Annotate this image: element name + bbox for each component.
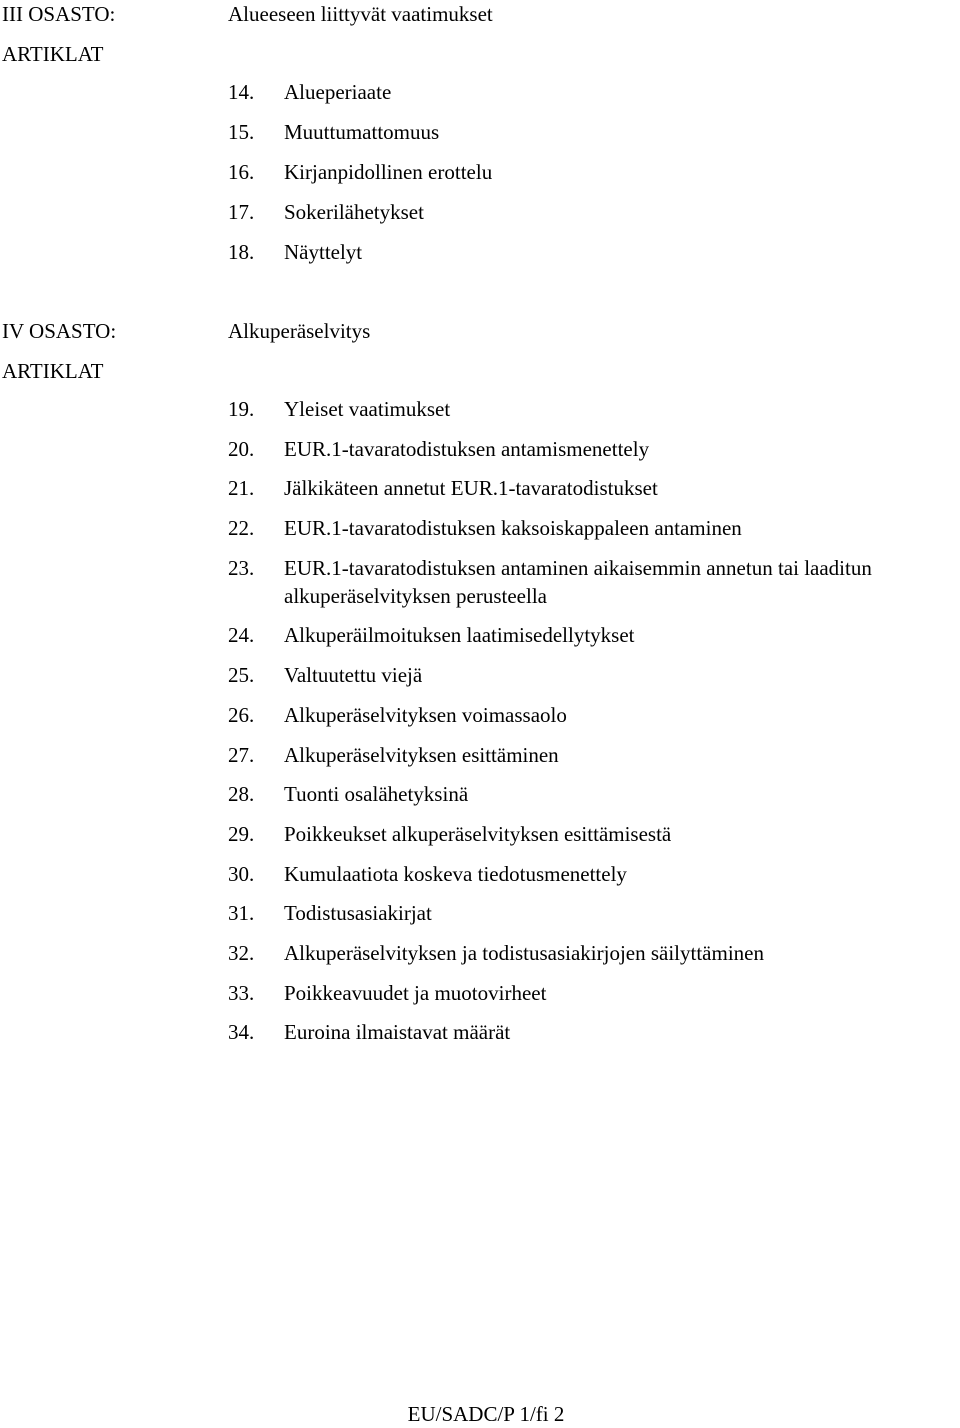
article-number: 17. <box>228 200 255 224</box>
article-title: Euroina ilmaistavat määrät <box>284 1020 511 1045</box>
article-item <box>228 621 960 649</box>
article-number: 16. <box>228 160 255 184</box>
article-title: EUR.1-tavaratodistuksen antamismenettely <box>284 436 650 461</box>
article-item <box>228 979 960 1007</box>
section-iv-label <box>2 317 212 397</box>
article-item <box>228 158 960 186</box>
article-item <box>228 780 960 808</box>
article-number: 20. <box>228 436 255 461</box>
article-number: 30. <box>228 861 255 886</box>
article-item <box>228 554 960 610</box>
article-item <box>228 820 960 848</box>
article-number: 18. <box>228 240 255 264</box>
section-iv-title: Alkuperäselvitys <box>228 319 371 343</box>
article-item <box>228 661 960 689</box>
article-title: Kumulaatiota koskeva tiedotusmenettely <box>284 861 627 886</box>
article-number: 27. <box>228 742 255 767</box>
article-title: Tuonti osalähetyksinä <box>284 782 469 807</box>
article-number: 28. <box>228 782 255 807</box>
article-title: Poikkeukset alkuperäselvityksen esittämisestä <box>284 821 672 846</box>
article-item <box>228 1018 960 1046</box>
article-number: 14. <box>228 80 255 104</box>
article-number: 19. <box>228 397 255 421</box>
article-title: EUR.1-tavaratodistuksen kaksoiskappaleen antaminen <box>284 516 742 541</box>
article-item <box>228 435 960 463</box>
section-iii-heading: III OSASTO: <box>2 2 116 26</box>
article-item <box>228 899 960 927</box>
article-item <box>228 701 960 729</box>
article-title: Alkuperäselvityksen voimassaolo <box>284 702 567 727</box>
article-item <box>228 198 960 226</box>
article-number: 31. <box>228 901 255 926</box>
article-title: EUR.1-tavaratodistuksen antaminen aikaisemmin annetun tai laaditun alkuperäselvityksen perusteella <box>284 555 872 608</box>
article-item <box>228 741 960 769</box>
article-title: Alkuperäselvityksen esittäminen <box>284 742 559 767</box>
section-iii-label <box>2 0 212 80</box>
section-iii-title: Alueeseen liittyvät vaatimukset <box>228 2 493 26</box>
article-item <box>228 395 960 423</box>
article-title: Poikkeavuudet ja muotovirheet <box>284 980 547 1005</box>
article-item <box>228 118 960 146</box>
article-item <box>228 514 960 542</box>
article-title: Alkuperäilmoituksen laatimisedellytykset <box>284 623 635 648</box>
article-item <box>228 78 960 106</box>
article-number: 22. <box>228 516 255 541</box>
article-number: 25. <box>228 663 255 688</box>
page-footer-reference: EU/SADC/P 1/fi 2 <box>407 1402 565 1426</box>
article-title: Jälkikäteen annetut EUR.1-tavaratodistukset <box>284 476 658 501</box>
article-number: 32. <box>228 940 255 965</box>
article-number: 24. <box>228 623 255 648</box>
article-item <box>228 474 960 502</box>
article-item <box>228 238 960 266</box>
article-title: Yleiset vaatimukset <box>284 397 451 421</box>
article-title: Näyttelyt <box>284 240 363 264</box>
article-number: 33. <box>228 980 255 1005</box>
article-item <box>228 860 960 888</box>
article-title: Sokerilähetykset <box>284 200 424 224</box>
article-title: Valtuutettu viejä <box>284 663 423 688</box>
article-number: 15. <box>228 120 255 144</box>
article-title: Alueperiaate <box>284 80 392 104</box>
article-number: 34. <box>228 1020 255 1045</box>
article-number: 23. <box>228 555 255 580</box>
section-iii-article-list <box>228 78 960 278</box>
article-number: 26. <box>228 702 255 727</box>
article-title: Kirjanpidollinen erottelu <box>284 160 493 184</box>
article-title: Todistusasiakirjat <box>284 901 432 926</box>
article-number: 29. <box>228 821 255 846</box>
section-iv-articles-label: ARTIKLAT <box>2 359 104 383</box>
article-number: 21. <box>228 476 255 501</box>
section-iv-article-list <box>228 395 960 1058</box>
section-iii-articles-label: ARTIKLAT <box>2 42 104 66</box>
article-title: Alkuperäselvityksen ja todistusasiakirjojen säilyttäminen <box>284 940 764 965</box>
section-iv-heading: IV OSASTO: <box>2 319 117 343</box>
article-item <box>228 939 960 967</box>
article-title: Muuttumattomuus <box>284 120 440 144</box>
